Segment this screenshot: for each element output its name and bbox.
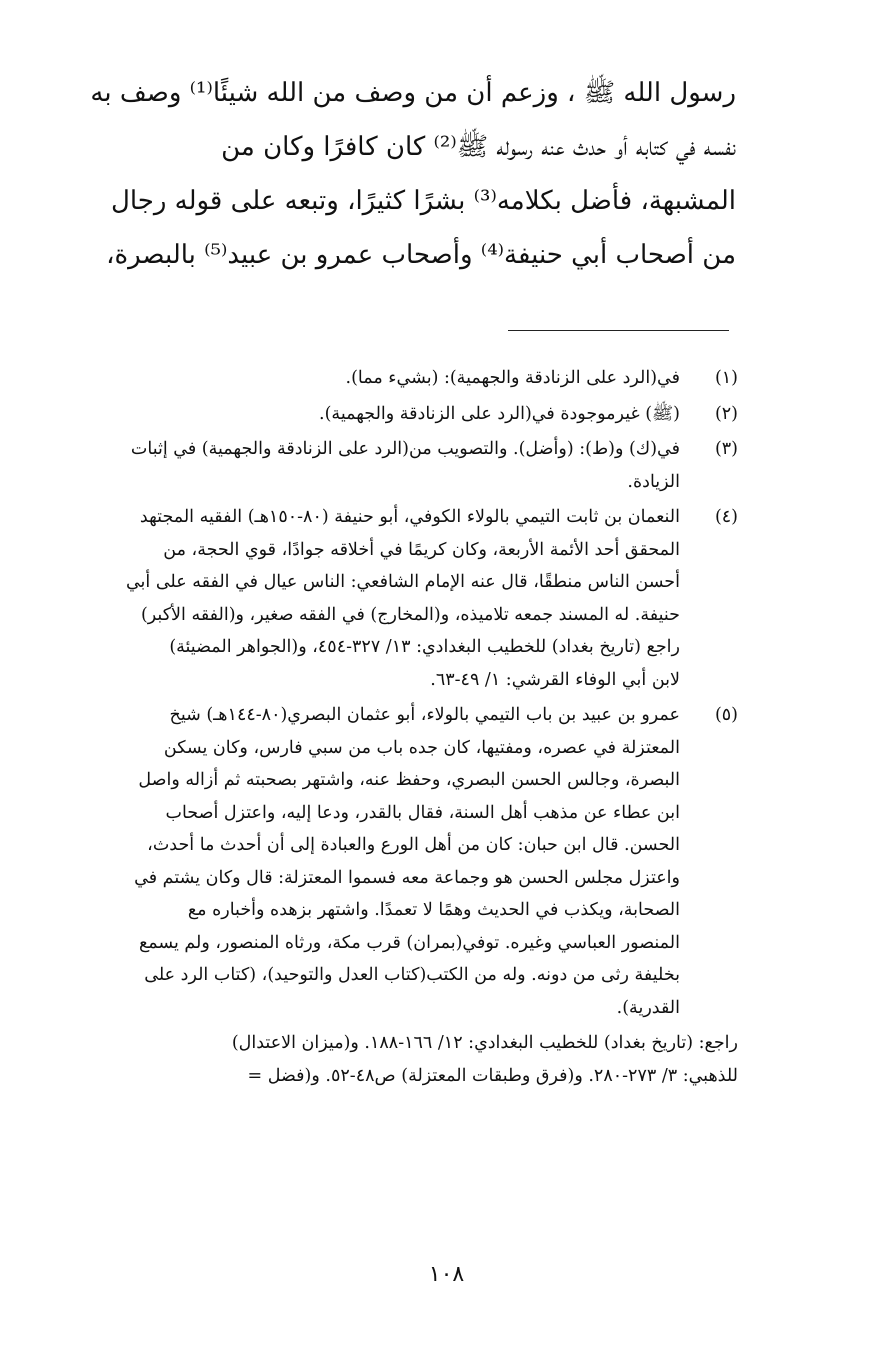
footnote-body — [58, 398, 680, 431]
footnote-line: بخليفة رثى من دونه. وله من الكتب(كتاب العدل والتوحيد)، (كتاب الرد على — [144, 965, 680, 985]
footnote-number: (٤) — [714, 507, 738, 527]
footnotes-section — [58, 362, 738, 1092]
footnote-line: المنصور العباسي وغيره. توفي(بمران) قرب مكة، ورثاه المنصور، ولم يسمع — [138, 932, 680, 953]
footnote-continuation — [58, 1027, 738, 1092]
footnote-1 — [58, 362, 738, 395]
footnote-2 — [58, 398, 738, 431]
footnote-line: واعتزل مجلس الحسن هو وجماعة معه فسموا المعتزلة: قال وكان يشتم في — [134, 867, 680, 888]
footnote-line: في(ك) و(ط): (وأضل). والتصويب من(الرد على الزنادقة والجهمية) في إثبات — [130, 439, 680, 459]
footnote-3 — [58, 433, 738, 498]
footnote-body — [58, 501, 680, 696]
main-text-line: المشبهة، فأضل بكلامه⁽³⁾ بشرًا كثيرًا، وتبعه على قوله رجال — [110, 186, 736, 216]
footnote-number: (٢) — [714, 403, 738, 424]
footnote-line: الزيادة. — [627, 471, 680, 492]
footnote-line: القدرية). — [616, 997, 680, 1018]
footnote-separator-rule — [508, 330, 729, 331]
main-text-block — [62, 66, 736, 282]
footnote-line: البصرة، وجالس الحسن البصري، وحفظ عنه، واشتهر بصحبته ثم أزاله واصل — [138, 770, 680, 790]
footnote-4 — [58, 501, 738, 696]
footnote-line: الصحابة، ويكذب في الحديث وهمًا لا تعمدًا. واشتهر بزهده وأخباره مع — [187, 900, 680, 920]
footnote-number: (١) — [714, 368, 738, 388]
main-text-line: من أصحاب أبي حنيفة⁽⁴⁾ وأصحاب عمرو بن عبيد⁽⁵⁾ بالبصرة، — [106, 240, 736, 270]
footnote-line: النعمان بن ثابت التيمي بالولاء الكوفي، أبو حنيفة (٨٠-١٥٠هـ) الفقيه المجتهد — [139, 507, 680, 527]
footnote-line: حنيفة. له المسند جمعه تلاميذه، و(المخارج) في الفقه صغير، و(الفقه الأكبر) — [140, 604, 680, 625]
footnote-line: المحقق أحد الأئمة الأربعة، وكان كريمًا في أخلاقه جوادًا، قوي الحجة، من — [163, 539, 680, 560]
footnote-number: (٣) — [714, 439, 738, 459]
footnote-body — [58, 433, 680, 498]
footnote-line: في(الرد على الزنادقة والجهمية): (بشيء مما). — [345, 368, 680, 388]
footnote-line: (ﷺ) غيرموجودة في(الرد على الزنادقة والجهمية). — [319, 403, 680, 424]
footnote-line: المعتزلة في عصره، ومفتيها، كان جده باب من سبي فارس، وكان يسكن — [163, 737, 680, 758]
footnote-line: عمرو بن عبيد بن باب التيمي بالولاء، أبو عثمان البصري(٨٠-١٤٤هـ) شيخ — [169, 705, 680, 725]
main-text-line: رسول الله ﷺ ، وزعم أن من وصف من الله شيئًا⁽¹⁾ وصف به — [90, 78, 736, 108]
footnote-5 — [58, 699, 738, 1024]
continuation-line: راجع: (تاريخ بغداد) للخطيب البغدادي: ١٢/ ١٦٦-١٨٨. و(ميزان الاعتدال) — [231, 1033, 738, 1053]
main-text-line: نفسه في كتابه أو حدث عنه رسوله ﷺ⁽²⁾ كان كافرًا وكان من — [221, 132, 736, 162]
footnote-body — [58, 362, 680, 395]
page-number: ١٠٨ — [428, 1262, 465, 1287]
footnote-body — [58, 699, 680, 1024]
footnote-line: ابن عطاء عن مذهب أهل السنة، فقال بالقدر، ودعا إليه، واعتزل أصحاب — [165, 802, 680, 823]
footnote-line: لابن أبي الوفاء القرشي: ١/ ٤٩-٦٣. — [430, 669, 680, 690]
continuation-line: للذهبي: ٣/ ٢٧٣-٢٨٠. و(فرق وطبقات المعتزلة) ص٤٨-٥٢. و(فضل = — [247, 1065, 738, 1086]
footnote-line: الحسن. قال ابن حبان: كان من أهل الورع والعبادة إلى أن أحدث ما أحدث، — [147, 835, 680, 855]
footnote-number: (٥) — [714, 705, 738, 725]
footnote-line: راجع (تاريخ بغداد) للخطيب البغدادي: ١٣/ ٣٢٧-٤٥٤، و(الجواهر المضيئة) — [169, 637, 680, 657]
footnote-line: أحسن الناس منطقًا، قال عنه الإمام الشافعي: الناس عيال في الفقه على أبي — [125, 572, 680, 592]
